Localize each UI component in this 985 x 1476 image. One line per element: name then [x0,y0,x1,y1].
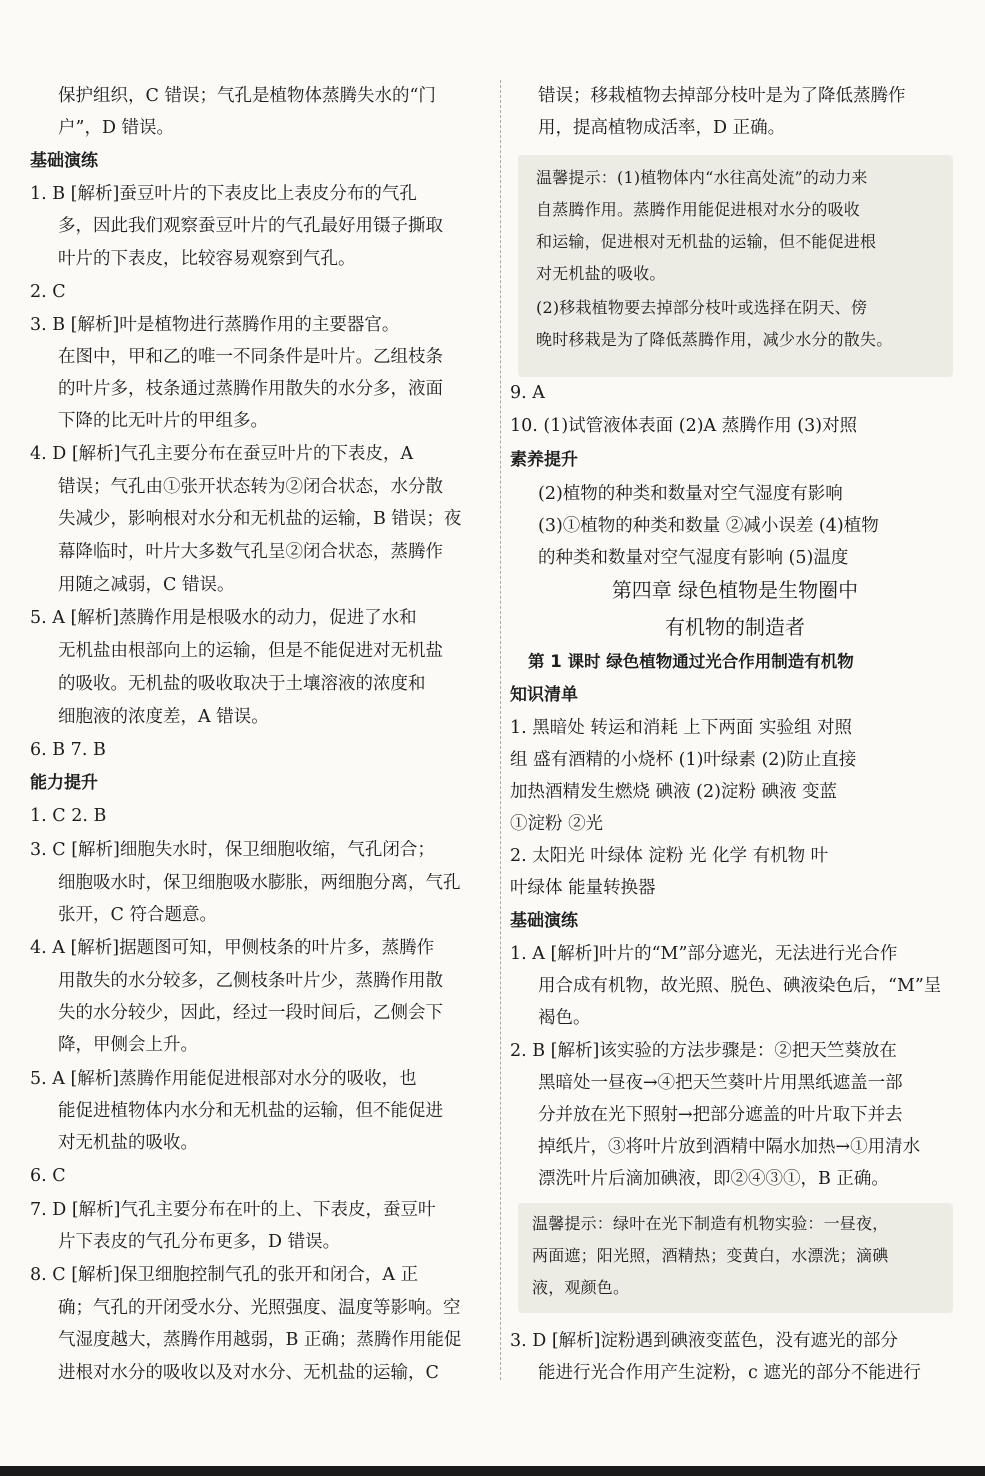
tip-line: 自蒸腾作用。蒸腾作用能促进根对水分的吸收 [536,200,861,219]
answer-line: 1. A [解析]叶片的“M”部分遮光，无法进行光合作 [510,944,898,964]
section-heading: 知识清单 [510,685,578,705]
answer-line: 用合成有机物，故光照、脱色、碘液染色后，“M”呈 [538,976,942,996]
answer-line: 5. A [解析]蒸腾作用是根吸水的动力，促进了水和 [30,608,417,628]
answer-line: 漂洗叶片后滴加碘液，即②④③①，B 正确。 [538,1169,889,1189]
answer-line: 7. D [解析]气孔主要分布在叶的上、下表皮，蚕豆叶 [30,1200,436,1220]
answer-line: 4. D [解析]气孔主要分布在蚕豆叶片的下表皮，A [30,444,414,464]
chapter-title: 第四章 绿色植物是生物圈中 [611,578,859,602]
answer-line: 的吸收。无机盐的吸收取决于土壤溶液的浓度和 [58,674,426,694]
answer-line: 2. 太阳光 叶绿体 淀粉 光 化学 有机物 叶 [510,846,829,866]
answer-line: 无机盐由根部向上的运输，但是不能促进对无机盐 [58,641,443,661]
answer-line: 用散失的水分较多，乙侧枝条叶片少，蒸腾作用散 [58,971,443,991]
answer-line: 8. C [解析]保卫细胞控制气孔的张开和闭合，A 正 [30,1265,419,1285]
answer-line: (2)植物的种类和数量对空气湿度有影响 [538,484,843,504]
answer-line: 在图中，甲和乙的唯一不同条件是叶片。乙组枝条 [58,347,443,367]
answer-line: 多，因此我们观察蚕豆叶片的气孔最好用镊子撕取 [58,216,443,236]
tip-line: 两面遮；阳光照，酒精热；变黄白，水漂洗；滴碘 [532,1246,889,1265]
answer-line: 失的水分较少，因此，经过一段时间后，乙侧会下 [58,1003,443,1023]
tip-line: 对无机盐的吸收。 [536,264,666,283]
answer-line: 下降的比无叶片的甲组多。 [58,411,268,431]
answer-line: 能进行光合作用产生淀粉，c 遮光的部分不能进行 [538,1363,921,1383]
answer-line: ①淀粉 ②光 [510,814,604,834]
tip-line: 液，观颜色。 [532,1278,630,1297]
answer-line: 细胞吸水时，保卫细胞吸水膨胀，两细胞分离，气孔 [58,873,461,893]
answer-line: 的种类和数量对空气湿度有影响 (5)温度 [538,548,849,568]
answer-line: 5. A [解析]蒸腾作用能促进根部对水分的吸收，也 [30,1069,417,1089]
answer-line: 6. C [30,1166,66,1186]
answer-line: 9. A [510,383,545,403]
text-line: 用，提高植物成活率，D 正确。 [538,118,786,138]
answer-line: 3. B [解析]叶是植物进行蒸腾作用的主要器官。 [30,315,400,335]
answer-line: 1. C 2. B [30,806,107,826]
answer-line: 1. B [解析]蚕豆叶片的下表皮比上表皮分布的气孔 [30,184,417,204]
answer-line: 2. B [解析]该实验的方法步骤是：②把天竺葵放在 [510,1041,897,1061]
tip-line: 温馨提示：绿叶在光下制造有机物实验：一昼夜， [532,1214,889,1233]
right-column [510,0,960,1476]
answer-line: 3. D [解析]淀粉遇到碘液变蓝色，没有遮光的部分 [510,1331,899,1351]
answer-line: 对无机盐的吸收。 [58,1133,198,1153]
answer-line: 错误；气孔由①张开状态转为②闭合状态，水分散 [58,477,443,497]
answer-line: 张开，C 符合题意。 [58,905,217,925]
tip-line: 晚时移栽是为了降低蒸腾作用，减少水分的散失。 [536,330,893,349]
lesson-title: 第 1 课时 绿色植物通过光合作用制造有机物 [528,652,854,671]
answer-line: 10. (1)试管液体表面 (2)A 蒸腾作用 (3)对照 [510,416,858,436]
answer-line: 1. 黑暗处 转运和消耗 上下两面 实验组 对照 [510,718,853,738]
answer-line: 组 盛有酒精的小烧杯 (1)叶绿素 (2)防止直接 [510,750,857,770]
answer-line: 分并放在光下照射→把部分遮盖的叶片取下并去 [538,1105,903,1125]
answer-line: 能促进植物体内水分和无机盐的运输，但不能促进 [58,1101,443,1121]
tip-line: (2)移栽植物要去掉部分枝叶或选择在阴天、傍 [536,298,868,317]
answer-line: 6. B 7. B [30,740,106,760]
tip-line: 和运输，促进根对无机盐的运输，但不能促进根 [536,232,877,251]
answer-line: 失减少，影响根对水分和无机盐的运输，B 错误；夜 [58,509,462,529]
chapter-title: 有机物的制造者 [665,615,805,639]
answer-line: 掉纸片，③将叶片放到酒精中隔水加热→①用清水 [538,1137,921,1157]
tip-box [518,1203,953,1313]
section-heading: 基础演练 [510,911,578,931]
answer-line: 的叶片多，枝条通过蒸腾作用散失的水分多，液面 [58,379,443,399]
section-heading: 基础演练 [30,151,98,171]
tip-box [518,155,953,377]
text-line: 保护组织，C 错误；气孔是植物体蒸腾失水的“门 [58,86,436,106]
answer-line: 片下表皮的气孔分布更多，D 错误。 [58,1232,341,1252]
answer-line: 气湿度越大，蒸腾作用越弱，B 正确；蒸腾作用能促 [58,1330,462,1350]
answer-line: 黑暗处一昼夜→④把天竺葵叶片用黑纸遮盖一部 [538,1073,903,1093]
page-bottom-edge [0,1466,985,1476]
answer-line: 降，甲侧会上升。 [58,1035,198,1055]
answer-line: 叶绿体 能量转换器 [510,878,656,898]
section-heading: 能力提升 [30,773,98,793]
answer-line: 细胞液的浓度差，A 错误。 [58,707,269,727]
answer-line: 用随之减弱，C 错误。 [58,575,235,595]
answer-line: 叶片的下表皮，比较容易观察到气孔。 [58,249,356,269]
text-line: 错误；移栽植物去掉部分枝叶是为了降低蒸腾作 [538,86,906,106]
answer-line: 确；气孔的开闭受水分、光照强度、温度等影响。空 [58,1298,461,1318]
answer-line: 2. C [30,282,66,302]
answer-line: 褐色。 [538,1008,591,1028]
answer-line: 加热酒精发生燃烧 碘液 (2)淀粉 碘液 变蓝 [510,782,838,802]
answer-line: 3. C [解析]细胞失水时，保卫细胞收缩，气孔闭合； [30,840,435,860]
answer-line: 幕降临时，叶片大多数气孔呈②闭合状态，蒸腾作 [58,542,443,562]
answer-line: 进根对水分的吸收以及对水分、无机盐的运输，C [58,1363,439,1383]
text-line: 户”，D 错误。 [58,118,175,138]
answer-line: 4. A [解析]据题图可知，甲侧枝条的叶片多，蒸腾作 [30,938,435,958]
tip-line: 温馨提示：(1)植物体内“水往高处流”的动力来 [536,168,868,187]
left-column [30,0,492,1476]
section-heading: 素养提升 [510,450,578,470]
answer-line: (3)①植物的种类和数量 ②减小误差 (4)植物 [538,516,879,536]
column-divider [500,80,501,1380]
